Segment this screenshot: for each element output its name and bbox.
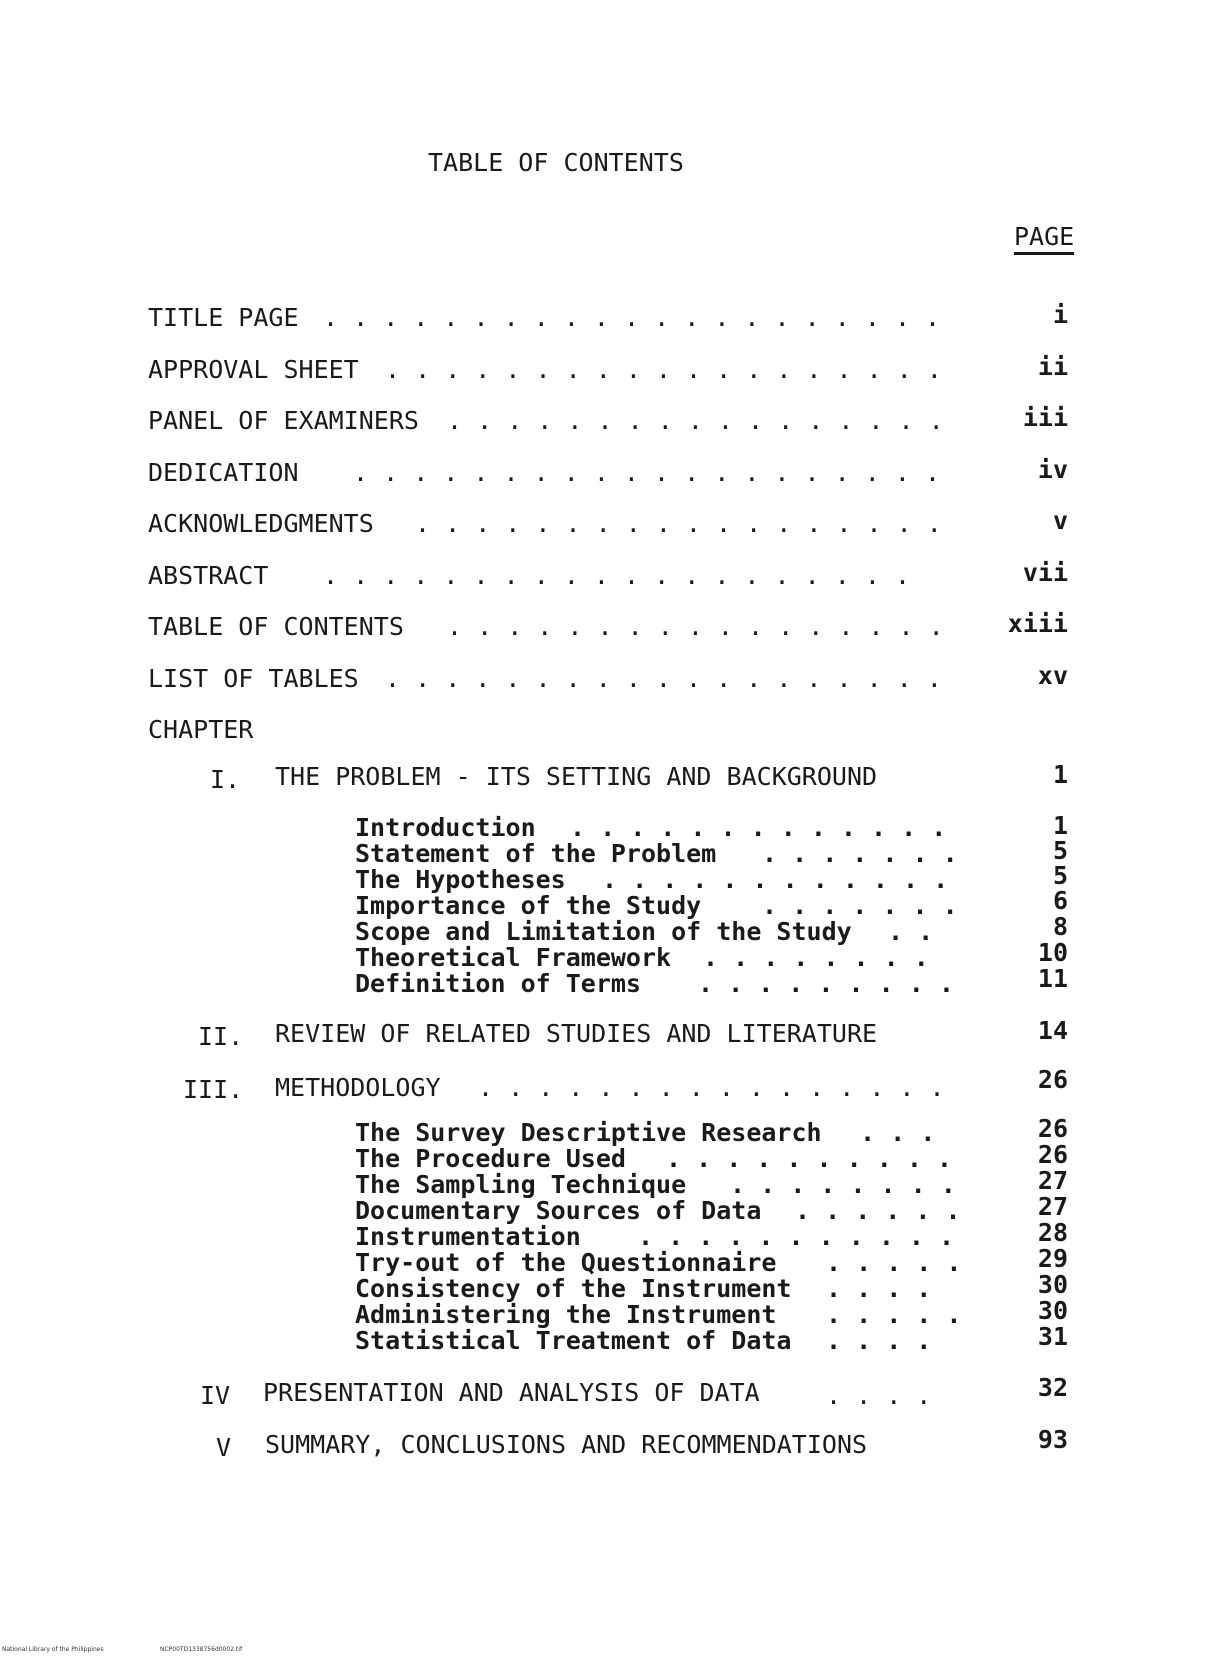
chapter-title: METHODOLOGY (275, 1073, 441, 1102)
section-dots: . . . . . . . . . (698, 969, 954, 998)
section-label: Importance of the Study (355, 891, 702, 920)
toc-entry-dots: . . . . . . . . . . . . . . . . . (447, 406, 944, 435)
toc-entry-dots: . . . . . . . . . . . . . . . . . . . . . (323, 303, 941, 332)
section-label: Statement of the Problem (355, 839, 717, 868)
page-column-header: PAGE (1014, 222, 1074, 255)
section-dots: . . . . . . . . . . . (638, 1222, 955, 1251)
toc-entry-dots: . . . . . . . . . . . . . . . . . . . (385, 355, 942, 384)
section-page: 8 (1052, 912, 1068, 941)
toc-entry-dots: . . . . . . . . . . . . . . . . . . . . (353, 458, 940, 487)
section-page: 27 (1037, 1166, 1068, 1195)
section-page: 5 (1052, 861, 1068, 890)
section-dots: . . . . (826, 1274, 932, 1303)
section-page: 31 (1037, 1322, 1068, 1351)
section-label: The Procedure Used (355, 1144, 626, 1173)
section-page: 11 (1037, 964, 1068, 993)
toc-entry-label: TITLE PAGE (148, 303, 299, 332)
toc-entry-label: DEDICATION (148, 458, 299, 487)
toc-entry-dots: . . . . . . . . . . . . . . . . . (447, 612, 944, 641)
toc-entry-page: v (1052, 506, 1068, 535)
toc-entry-page: vii (1022, 558, 1068, 587)
toc-entry-page: ii (1037, 352, 1068, 381)
section-dots: . . . . . . (795, 1196, 961, 1225)
section-label: The Hypotheses (355, 865, 566, 894)
chapter-title: PRESENTATION AND ANALYSIS OF DATA (263, 1378, 760, 1407)
chapter-page: 14 (1037, 1016, 1068, 1045)
chapter-number: II. (198, 1022, 244, 1051)
toc-entry-page: iii (1022, 403, 1068, 432)
toc-entry-label: ABSTRACT (148, 561, 269, 590)
section-page: 5 (1052, 836, 1068, 865)
section-label: Introduction (355, 813, 536, 842)
chapter-number: V (216, 1433, 232, 1462)
section-label: The Survey Descriptive Research (355, 1118, 822, 1147)
section-dots: . . . . . . . . . . (666, 1144, 952, 1173)
section-label: Consistency of the Instrument (355, 1274, 792, 1303)
chapter-dots: . . . . (826, 1381, 932, 1410)
section-label: The Sampling Technique (355, 1170, 687, 1199)
section-dots: . . . . (826, 1326, 932, 1355)
section-page: 10 (1037, 938, 1068, 967)
toc-entry-page: xv (1037, 661, 1068, 690)
toc-entry-label: ACKNOWLEDGMENTS (148, 509, 374, 538)
toc-entry-label: LIST OF TABLES (148, 664, 359, 693)
chapter-page: 32 (1037, 1373, 1068, 1402)
section-page: 30 (1037, 1270, 1068, 1299)
page-title: TABLE OF CONTENTS (428, 148, 684, 177)
section-page: 30 (1037, 1296, 1068, 1325)
section-page: 26 (1037, 1140, 1068, 1169)
scan-footer-right: NCP00TD1338756d0002.tif (160, 1646, 243, 1653)
section-dots: . . . . . (826, 1300, 962, 1329)
section-page: 29 (1037, 1244, 1068, 1273)
chapter-number: I. (210, 765, 241, 794)
section-label: Theoretical Framework (355, 943, 672, 972)
section-label: Administering the Instrument (355, 1300, 777, 1329)
chapter-page: 1 (1052, 760, 1068, 789)
section-label: Statistical Treatment of Data (355, 1326, 792, 1355)
toc-entry-dots: . . . . . . . . . . . . . . . . . . (415, 509, 942, 538)
toc-entry-page: i (1052, 300, 1068, 329)
chapter-title: THE PROBLEM - ITS SETTING AND BACKGROUND (275, 762, 878, 791)
section-dots: . . . . . . . . (730, 1170, 956, 1199)
chapter-title: SUMMARY, CONCLUSIONS AND RECOMMENDATIONS (265, 1430, 868, 1459)
toc-entry-label: APPROVAL SHEET (148, 355, 359, 384)
chapter-title: REVIEW OF RELATED STUDIES AND LITERATURE (275, 1019, 878, 1048)
section-dots: . . . . . . . . (703, 943, 929, 972)
chapter-page: 26 (1037, 1065, 1068, 1094)
toc-entry-label: PANEL OF EXAMINERS (148, 406, 419, 435)
section-page: 1 (1052, 811, 1068, 840)
toc-entry-dots: . . . . . . . . . . . . . . . . . . . (385, 664, 942, 693)
section-label: Documentary Sources of Data (355, 1196, 762, 1225)
section-page: 28 (1037, 1218, 1068, 1247)
section-label: Try-out of the Questionnaire (355, 1248, 777, 1277)
section-dots: . . . . . . . . . . . . (602, 865, 949, 894)
section-label: Instrumentation (355, 1222, 581, 1251)
section-dots: . . . (860, 1118, 936, 1147)
section-label: Scope and Limitation of the Study (355, 917, 852, 946)
section-dots: . . (888, 917, 934, 946)
section-dots: . . . . . . . (762, 891, 958, 920)
toc-entry-page: xiii (1007, 609, 1068, 638)
section-dots: . . . . . . . . . . . . . (570, 813, 947, 842)
section-label: Definition of Terms (355, 969, 641, 998)
chapter-dots: . . . . . . . . . . . . . . . . (478, 1073, 945, 1102)
chapter-heading: CHAPTER (148, 715, 254, 744)
toc-entry-label: TABLE OF CONTENTS (148, 612, 404, 641)
section-page: 6 (1052, 886, 1068, 915)
section-page: 27 (1037, 1192, 1068, 1221)
chapter-number: III. (183, 1075, 244, 1104)
section-dots: . . . . . (826, 1248, 962, 1277)
chapter-number: IV (200, 1381, 231, 1410)
scan-footer-left: National Library of the Philippines (2, 1646, 104, 1653)
toc-entry-dots: . . . . . . . . . . . . . . . . . . . . (323, 561, 910, 590)
chapter-page: 93 (1037, 1425, 1068, 1454)
section-dots: . . . . . . . (762, 839, 958, 868)
section-page: 26 (1037, 1114, 1068, 1143)
toc-entry-page: iv (1037, 455, 1068, 484)
